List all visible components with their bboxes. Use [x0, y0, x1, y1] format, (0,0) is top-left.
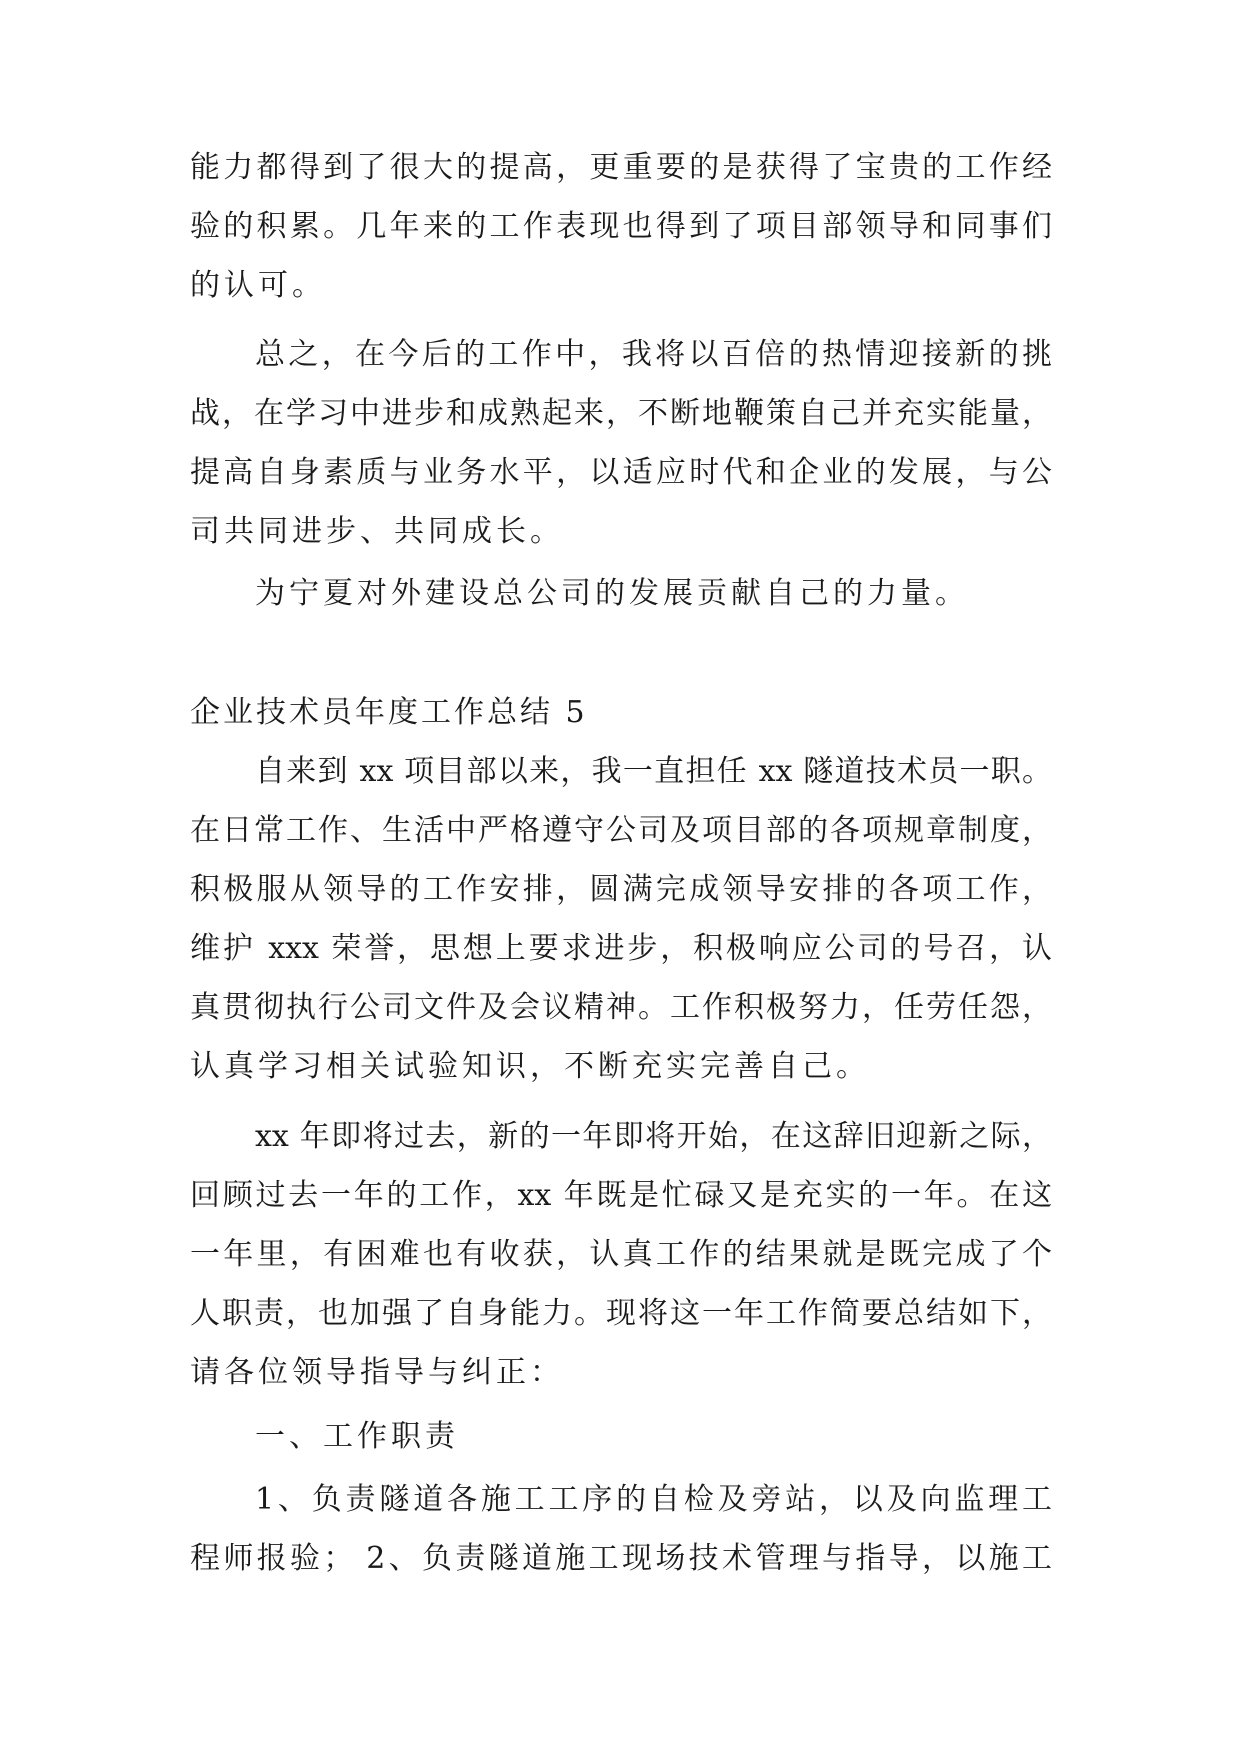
- text-line: 战，在学习中进步和成熟起来，不断地鞭策自己并充实能量，: [190, 396, 1052, 431]
- text-line: 验的积累。几年来的工作表现也得到了项目部领导和同事们: [190, 209, 1052, 244]
- text-line: 一年里，有困难也有收获，认真工作的结果就是既完成了个: [190, 1237, 1052, 1272]
- text-line: 真贯彻执行公司文件及会议精神。工作积极努力，任劳任怨，: [190, 990, 1052, 1025]
- text-line: 人职责，也加强了自身能力。现将这一年工作简要总结如下，: [190, 1296, 1052, 1331]
- text-line: 一、工作职责: [255, 1419, 459, 1454]
- text-line: 司共同进步、共同成长。: [190, 514, 564, 549]
- text-line: 总之，在今后的工作中，我将以百倍的热情迎接新的挑: [255, 337, 1052, 372]
- text-line: 提高自身素质与业务水平，以适应时代和企业的发展，与公: [190, 455, 1052, 490]
- text-line: 在日常工作、生活中严格遵守公司及项目部的各项规章制度，: [190, 813, 1052, 848]
- text-line: 维护 xxx 荣誉，思想上要求进步，积极响应公司的号召，认: [190, 931, 1052, 966]
- text-line: 为宁夏对外建设总公司的发展贡献自己的力量。: [255, 576, 969, 611]
- text-line: 的认可。: [190, 268, 326, 303]
- text-line: 程师报验； 2、负责隧道施工现场技术管理与指导，以施工: [190, 1541, 1052, 1576]
- text-line: 积极服从领导的工作安排，圆满完成领导安排的各项工作，: [190, 872, 1052, 907]
- text-line: 认真学习相关试验知识，不断充实完善自己。: [190, 1049, 870, 1084]
- text-line: 回顾过去一年的工作，xx 年既是忙碌又是充实的一年。在这: [190, 1178, 1052, 1213]
- text-line: 自来到 xx 项目部以来，我一直担任 xx 隧道技术员一职。: [255, 754, 1052, 789]
- text-line: 能力都得到了很大的提高，更重要的是获得了宝贵的工作经: [190, 150, 1052, 185]
- text-line: 请各位领导指导与纠正：: [190, 1355, 564, 1390]
- text-line: xx 年即将过去，新的一年即将开始，在这辞旧迎新之际，: [255, 1119, 1052, 1154]
- section-heading: 企业技术员年度工作总结 5: [190, 695, 588, 730]
- text-line: 1、负责隧道各施工工序的自检及旁站，以及向监理工: [255, 1482, 1052, 1517]
